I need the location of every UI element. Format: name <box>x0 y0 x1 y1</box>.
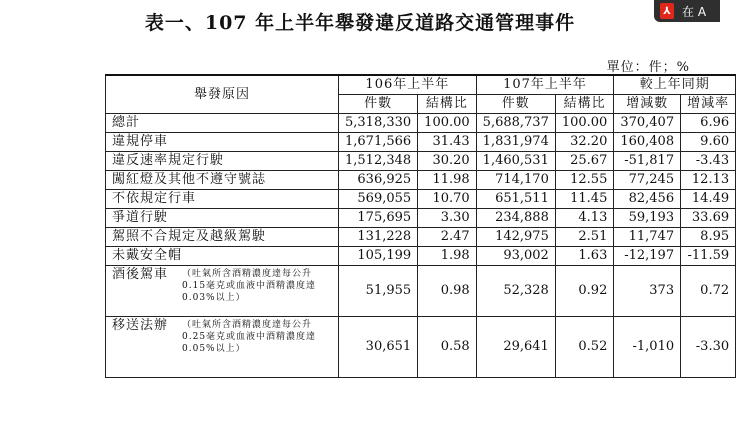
cell-pct: 33.69 <box>681 209 736 228</box>
cell-inc: 160,408 <box>614 133 681 152</box>
cell-pct: -3.30 <box>681 317 736 378</box>
cell-c107: 52,328 <box>476 266 555 317</box>
drunk-note: （吐氣所含酒精濃度達每公升0.15毫克或血液中酒精濃度達0.03%以上） <box>182 269 317 303</box>
cell-c106: 131,228 <box>339 228 418 247</box>
table-row <box>106 209 736 228</box>
cell-pct: 6.96 <box>681 114 736 133</box>
row-label: 未戴安全帽 <box>106 247 339 266</box>
header-inc-count: 增減數 <box>614 95 681 114</box>
drunk-label-cell <box>106 266 339 317</box>
header-reason: 舉發原因 <box>106 75 339 114</box>
cell-r106: 100.00 <box>418 114 477 133</box>
table-row <box>106 152 736 171</box>
cell-r107: 100.00 <box>555 114 614 133</box>
cell-inc: 82,456 <box>614 190 681 209</box>
page-title: 表一、107 年上半年舉發違反道路交通管理事件 <box>144 12 576 34</box>
cell-pct: 14.49 <box>681 190 736 209</box>
cell-inc: 373 <box>614 266 681 317</box>
header-count-106: 件數 <box>339 95 418 114</box>
header-inc-rate: 增減率 <box>681 95 736 114</box>
unit-label: 單位：件；% <box>606 60 690 75</box>
table-row <box>106 228 736 247</box>
cell-c106: 1,512,348 <box>339 152 418 171</box>
header-row-1 <box>106 75 736 95</box>
cell-c107: 5,688,737 <box>476 114 555 133</box>
row-label: 不依規定行車 <box>106 190 339 209</box>
row-label: 闖紅燈及其他不遵守號誌 <box>106 171 339 190</box>
cell-inc: 59,193 <box>614 209 681 228</box>
cell-c106: 175,695 <box>339 209 418 228</box>
cell-r107: 11.45 <box>555 190 614 209</box>
cell-pct: 8.95 <box>681 228 736 247</box>
cell-r106: 11.98 <box>418 171 477 190</box>
cell-c107: 1,460,531 <box>476 152 555 171</box>
transfer-row <box>106 317 736 378</box>
cell-r106: 3.30 <box>418 209 477 228</box>
cell-inc: 370,407 <box>614 114 681 133</box>
adobe-pdf-icon: ⅄ <box>660 3 674 19</box>
cell-c107: 651,511 <box>476 190 555 209</box>
transfer-label-cell <box>106 317 339 378</box>
cell-inc: 11,747 <box>614 228 681 247</box>
cell-r107: 25.67 <box>555 152 614 171</box>
cell-c107: 93,002 <box>476 247 555 266</box>
transfer-note: （吐氣所含酒精濃度達每公升0.25毫克或血液中酒精濃度達0.05%以上） <box>182 320 317 354</box>
cell-inc: 77,245 <box>614 171 681 190</box>
row-label: 駕照不合規定及越級駕駛 <box>106 228 339 247</box>
transfer-label: 移送法辦 <box>112 318 169 333</box>
cell-r107: 12.55 <box>555 171 614 190</box>
cell-pct: 0.72 <box>681 266 736 317</box>
cell-r106: 30.20 <box>418 152 477 171</box>
header-compare: 較上年同期 <box>614 75 736 95</box>
header-ratio-106: 結構比 <box>418 95 477 114</box>
drunk-row <box>106 266 736 317</box>
cell-r106: 0.98 <box>418 266 477 317</box>
cell-c106: 105,199 <box>339 247 418 266</box>
cell-r107: 0.92 <box>555 266 614 317</box>
cell-inc: -51,817 <box>614 152 681 171</box>
row-label: 違規停車 <box>106 133 339 152</box>
cell-c107: 234,888 <box>476 209 555 228</box>
table-row <box>106 133 736 152</box>
header-ratio-107: 結構比 <box>555 95 614 114</box>
cell-r106: 2.47 <box>418 228 477 247</box>
cell-r106: 10.70 <box>418 190 477 209</box>
cell-r107: 2.51 <box>555 228 614 247</box>
cell-pct: -3.43 <box>681 152 736 171</box>
table-row <box>106 171 736 190</box>
cell-c107: 1,831,974 <box>476 133 555 152</box>
adobe-reader-label: 在 A <box>682 4 707 19</box>
cell-r106: 31.43 <box>418 133 477 152</box>
table-row <box>106 190 736 209</box>
row-label: 違反速率規定行駛 <box>106 152 339 171</box>
cell-r107: 1.63 <box>555 247 614 266</box>
cell-c107: 714,170 <box>476 171 555 190</box>
violations-table <box>105 74 736 378</box>
table-row <box>106 114 736 133</box>
cell-c106: 569,055 <box>339 190 418 209</box>
header-count-107: 件數 <box>476 95 555 114</box>
cell-c106: 1,671,566 <box>339 133 418 152</box>
cell-r107: 0.52 <box>555 317 614 378</box>
table-row <box>106 247 736 266</box>
cell-c107: 29,641 <box>476 317 555 378</box>
cell-inc: -1,010 <box>614 317 681 378</box>
cell-pct: 9.60 <box>681 133 736 152</box>
cell-inc: -12,197 <box>614 247 681 266</box>
cell-r107: 4.13 <box>555 209 614 228</box>
row-label: 爭道行駛 <box>106 209 339 228</box>
header-period-107: 107年上半年 <box>476 75 614 95</box>
cell-r106: 1.98 <box>418 247 477 266</box>
adobe-reader-button[interactable] <box>654 0 720 22</box>
cell-r106: 0.58 <box>418 317 477 378</box>
cell-c106: 636,925 <box>339 171 418 190</box>
cell-c107: 142,975 <box>476 228 555 247</box>
cell-pct: -11.59 <box>681 247 736 266</box>
cell-pct: 12.13 <box>681 171 736 190</box>
drunk-label: 酒後駕車 <box>112 267 169 282</box>
header-period-106: 106年上半年 <box>339 75 477 95</box>
row-label: 總計 <box>106 114 339 133</box>
cell-c106: 30,651 <box>339 317 418 378</box>
cell-c106: 51,955 <box>339 266 418 317</box>
cell-c106: 5,318,330 <box>339 114 418 133</box>
cell-r107: 32.20 <box>555 133 614 152</box>
